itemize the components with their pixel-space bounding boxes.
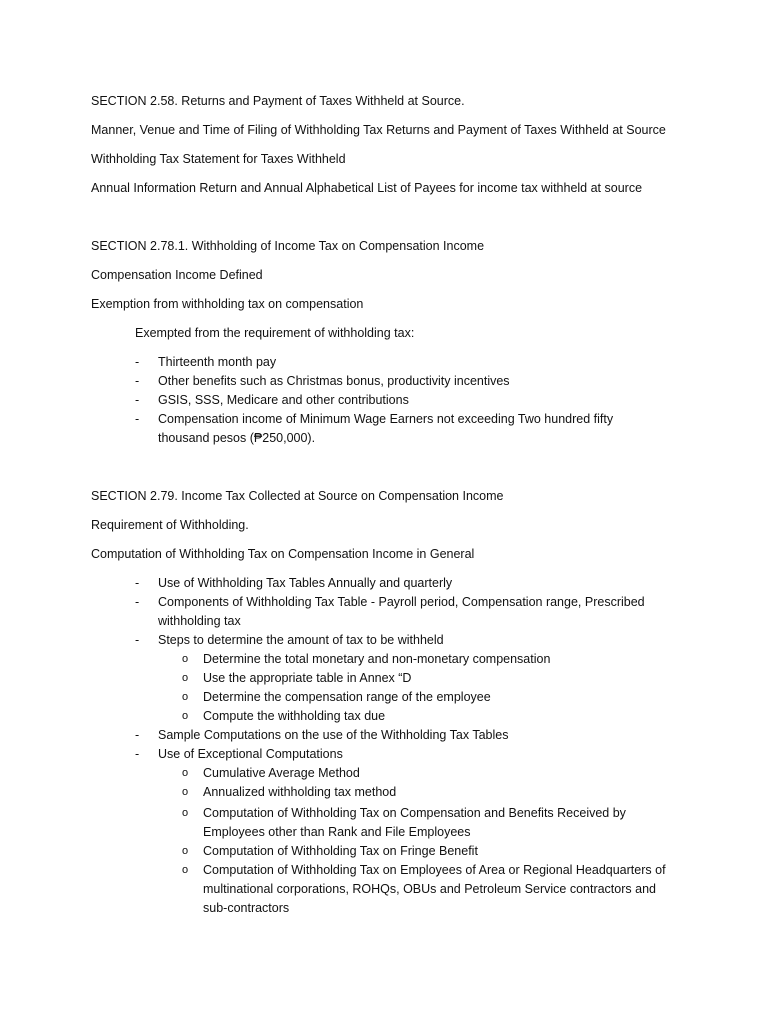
list-item: Use of Withholding Tax Tables Annually and quarterly [158, 576, 453, 590]
list-item: Components of Withholding Tax Table - Payroll period, Compensation range, Prescribed [158, 595, 645, 609]
circle-bullet: o [182, 767, 189, 779]
sub-list-item: Computation of Withholding Tax on Employees of Area or Regional Headquarters of [203, 863, 666, 877]
dash-bullet: - [135, 355, 140, 369]
list-item: Thirteenth month pay [158, 355, 277, 369]
dash-bullet: - [135, 595, 140, 609]
paragraph-line: Manner, Venue and Time of Filing of Withholding Tax Returns and Payment of Taxes Withheld at Source [91, 123, 666, 137]
dash-bullet: - [135, 374, 140, 388]
circle-bullet: o [182, 786, 189, 798]
circle-bullet: o [182, 710, 189, 722]
sub-list-item: Use the appropriate table in Annex “D [203, 671, 412, 685]
dash-bullet: - [135, 633, 140, 647]
sub-list-item: Determine the total monetary and non-monetary compensation [203, 652, 551, 666]
dash-bullet: - [135, 393, 140, 407]
list-item: GSIS, SSS, Medicare and other contributions [158, 393, 409, 407]
section-heading: SECTION 2.79. Income Tax Collected at Source on Compensation Income [91, 489, 504, 503]
list-item: Use of Exceptional Computations [158, 747, 343, 761]
dash-bullet: - [135, 576, 140, 590]
paragraph-line: Exemption from withholding tax on compensation [91, 297, 364, 311]
sub-list-item: Cumulative Average Method [203, 766, 360, 780]
paragraph-line: Requirement of Withholding. [91, 518, 249, 532]
list-item: Sample Computations on the use of the Withholding Tax Tables [158, 728, 509, 742]
sub-list-item: Annualized withholding tax method [203, 785, 397, 799]
list-item: Other benefits such as Christmas bonus, productivity incentives [158, 374, 510, 388]
paragraph-line: Computation of Withholding Tax on Compensation Income in General [91, 547, 475, 561]
circle-bullet: o [182, 864, 189, 876]
list-item: Steps to determine the amount of tax to be withheld [158, 633, 444, 647]
circle-bullet: o [182, 691, 189, 703]
section-heading: SECTION 2.78.1. Withholding of Income Tax on Compensation Income [91, 239, 485, 253]
circle-bullet: o [182, 672, 189, 684]
sub-list-item: Computation of Withholding Tax on Fringe Benefit [203, 844, 478, 858]
dash-bullet: - [135, 728, 140, 742]
sub-list-item-continuation: multinational corporations, ROHQs, OBUs and Petroleum Service contractors and [203, 882, 656, 896]
circle-bullet: o [182, 845, 189, 857]
dash-bullet: - [135, 747, 140, 761]
list-item: Compensation income of Minimum Wage Earners not exceeding Two hundred fifty [158, 412, 614, 426]
circle-bullet: o [182, 653, 189, 665]
sub-list-item: Compute the withholding tax due [203, 709, 386, 723]
list-item-continuation: thousand pesos (₱250,000). [158, 431, 316, 445]
sub-list-item-continuation: Employees other than Rank and File Employees [203, 825, 471, 839]
paragraph-line: Annual Information Return and Annual Alphabetical List of Payees for income tax withheld at source [91, 181, 643, 195]
dash-bullet: - [135, 412, 140, 426]
sub-heading: Exempted from the requirement of withholding tax: [135, 326, 415, 340]
sub-list-item-continuation: sub-contractors [203, 901, 290, 915]
section-heading: SECTION 2.58. Returns and Payment of Taxes Withheld at Source. [91, 94, 465, 108]
sub-list-item: Computation of Withholding Tax on Compensation and Benefits Received by [203, 806, 626, 820]
sub-list-item: Determine the compensation range of the employee [203, 690, 491, 704]
paragraph-line: Compensation Income Defined [91, 268, 263, 282]
circle-bullet: o [182, 807, 189, 819]
list-item-continuation: withholding tax [158, 614, 241, 628]
paragraph-line: Withholding Tax Statement for Taxes Withheld [91, 152, 346, 166]
